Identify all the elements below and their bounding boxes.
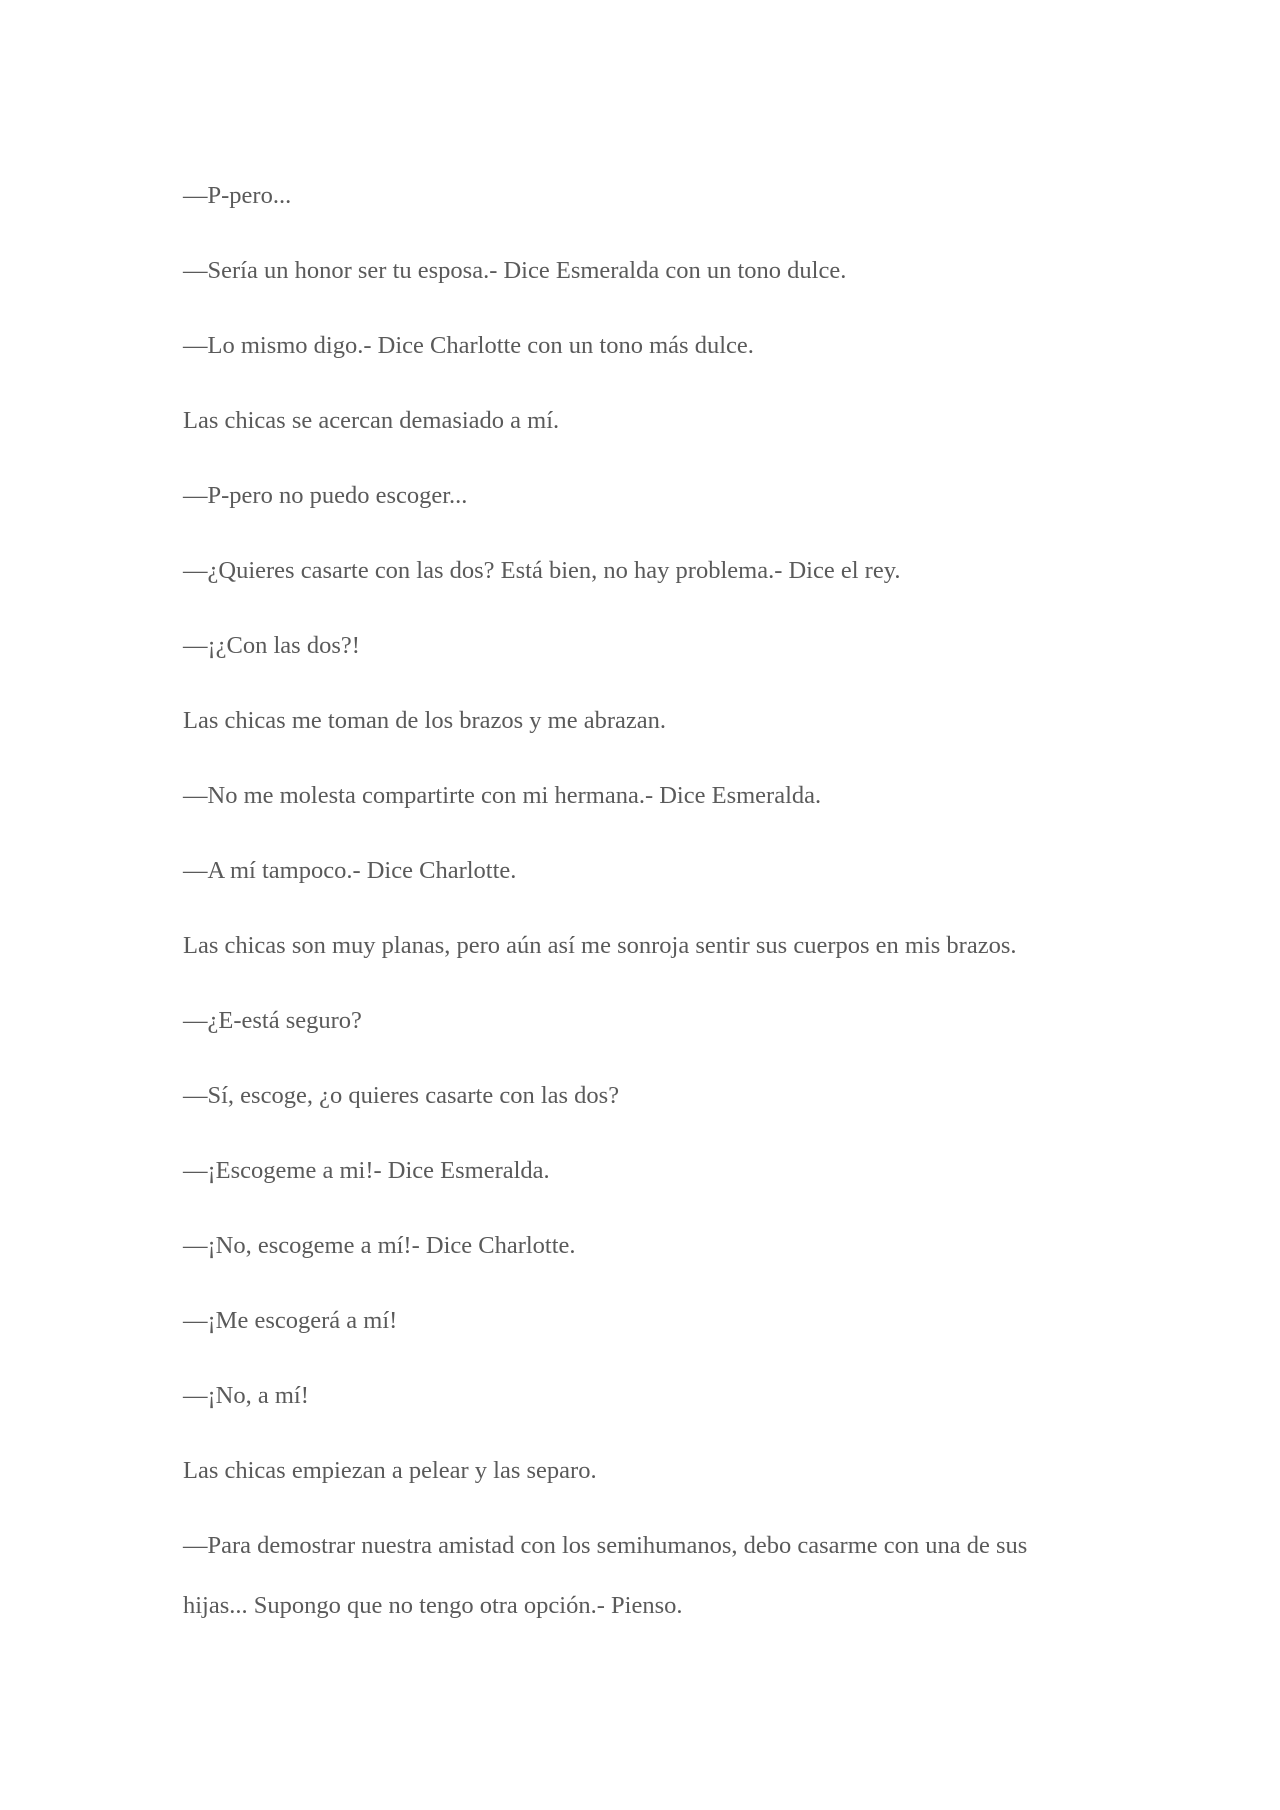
paragraph-18: Las chicas empiezan a pelear y las separo.	[183, 1457, 597, 1484]
paragraph-4: Las chicas se acercan demasiado a mí.	[183, 407, 560, 434]
paragraph-1: —P-pero...	[183, 182, 292, 209]
paragraph-8: Las chicas me toman de los brazos y me abrazan.	[183, 707, 667, 734]
paragraph-3: —Lo mismo digo.- Dice Charlotte con un tono más dulce.	[183, 332, 754, 359]
paragraph-16: —¡Me escogerá a mí!	[183, 1307, 398, 1334]
paragraph-7: —¡¿Con las dos?!	[183, 632, 360, 659]
paragraph-13: —Sí, escoge, ¿o quieres casarte con las dos?	[183, 1082, 620, 1109]
paragraph-15: —¡No, escogeme a mí!- Dice Charlotte.	[183, 1232, 576, 1259]
paragraph-12: —¿E-está seguro?	[183, 1007, 362, 1034]
paragraph-6: —¿Quieres casarte con las dos? Está bien, no hay problema.- Dice el rey.	[183, 557, 901, 584]
document-body	[183, 180, 1083, 1679]
paragraph-17: —¡No, a mí!	[183, 1382, 309, 1409]
paragraph-5: —P-pero no puedo escoger...	[183, 482, 468, 509]
paragraph-9: —No me molesta compartirte con mi hermana.- Dice Esmeralda.	[183, 782, 822, 809]
paragraph-19: —Para demostrar nuestra amistad con los semihumanos, debo casarme con una de sus hijas... Supongo que no tengo otra opción.- Pienso.	[183, 1532, 1028, 1619]
paragraph-2: —Sería un honor ser tu esposa.- Dice Esmeralda con un tono dulce.	[183, 257, 847, 284]
paragraph-14: —¡Escogeme a mi!- Dice Esmeralda.	[183, 1157, 550, 1184]
paragraph-10: —A mí tampoco.- Dice Charlotte.	[183, 857, 517, 884]
paragraph-11: Las chicas son muy planas, pero aún así me sonroja sentir sus cuerpos en mis brazos.	[183, 932, 1017, 959]
